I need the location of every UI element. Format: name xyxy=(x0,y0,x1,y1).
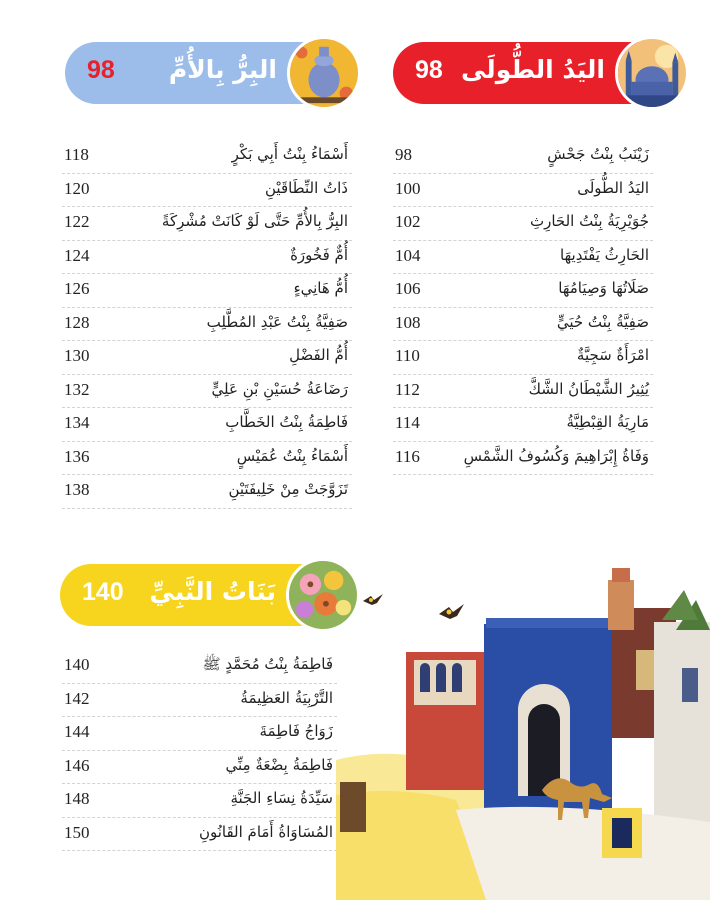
section-page-number: 98 xyxy=(415,56,443,84)
toc-entry[interactable]: وَفَاةُ إِبْرَاهِيمَ وَكُسُوفُ الشَّمْسِ 116 xyxy=(393,442,653,476)
toc-entry[interactable]: أُمُّ الفَضْلِ 130 xyxy=(62,341,352,375)
toc-entry[interactable]: فَاطِمَةُ بِنْتُ مُحَمَّدٍ ﷺ 140 xyxy=(62,650,337,684)
section-banner-banat xyxy=(60,564,356,626)
toc-entry[interactable]: الحَارِثُ يَفْتَدِيهَا 104 xyxy=(393,241,653,275)
toc-list-birr xyxy=(62,140,352,509)
section-page-number: 98 xyxy=(87,56,115,84)
toc-entry[interactable]: زَوَاجُ فَاطِمَةَ 144 xyxy=(62,717,337,751)
toc-entry[interactable]: المُسَاوَاةُ أَمَامَ القَانُونِ 150 xyxy=(62,818,337,852)
toc-entry[interactable]: أُمٌّ فَخُورَةٌ 124 xyxy=(62,241,352,275)
section-banner-birr xyxy=(65,42,357,104)
section-banner-yad xyxy=(393,42,685,104)
mosque-thumbnail-icon xyxy=(615,36,689,110)
toc-entry[interactable]: صَلَاتُهَا وَصِيَامُهَا 106 xyxy=(393,274,653,308)
section-title: اليَدُ الطُّولَى xyxy=(461,55,605,84)
town-illustration xyxy=(336,560,710,900)
toc-entry[interactable]: صَفِيَّةُ بِنْتُ عَبْدِ المُطَّلِبِ 128 xyxy=(62,308,352,342)
toc-entry[interactable]: ذَاتُ النِّطَاقَيْنِ 120 xyxy=(62,174,352,208)
toc-entry[interactable]: امْرَأَةٌ سَجِيَّةٌ 110 xyxy=(393,341,653,375)
toc-list-banat xyxy=(62,650,337,851)
vessel-thumbnail-icon xyxy=(287,36,361,110)
toc-entry[interactable]: فَاطِمَةُ بِضْعَةٌ مِنِّي 146 xyxy=(62,751,337,785)
toc-entry[interactable]: يُثِيرُ الشَّيْطَانُ الشَّكَّ 112 xyxy=(393,375,653,409)
section-title: بَنَاتُ النَّبِيِّ xyxy=(149,577,276,606)
toc-entry[interactable]: أَسْمَاءُ بِنْتُ عُمَيْسٍ 136 xyxy=(62,442,352,476)
toc-entry[interactable]: مَارِيَةُ القِبْطِيَّةُ 114 xyxy=(393,408,653,442)
toc-entry[interactable]: البِرُّ بِالأُمِّ حَتَّى لَوْ كَانَتْ مُشْرِكَةً 122 xyxy=(62,207,352,241)
toc-entry[interactable]: صَفِيَّةُ بِنْتُ حُيَيٍّ 108 xyxy=(393,308,653,342)
toc-entry[interactable]: جُوَيْرِيَةُ بِنْتُ الحَارِثِ 102 xyxy=(393,207,653,241)
toc-entry[interactable]: اليَدُ الطُّولَى 100 xyxy=(393,174,653,208)
toc-entry[interactable]: التَّرْبِيَةُ العَظِيمَةُ 142 xyxy=(62,684,337,718)
section-page-number: 140 xyxy=(82,578,124,606)
toc-entry[interactable]: زَيْنَبُ بِنْتُ جَحْشٍ 98 xyxy=(393,140,653,174)
toc-entry[interactable]: سَيِّدَةُ نِسَاءِ الجَنَّةِ 148 xyxy=(62,784,337,818)
toc-entry[interactable]: رَضَاعَةُ حُسَيْنِ بْنِ عَلِيٍّ 132 xyxy=(62,375,352,409)
toc-entry[interactable]: أَسْمَاءُ بِنْتُ أَبِي بَكْرٍ 118 xyxy=(62,140,352,174)
toc-entry[interactable]: تَزَوَّجَتْ مِنْ خَلِيفَتَيْنِ 138 xyxy=(62,475,352,509)
toc-entry[interactable]: أُمُّ هَانِيءٍ 126 xyxy=(62,274,352,308)
section-title: البِرُّ بِالأُمِّ xyxy=(168,55,277,84)
toc-entry[interactable]: فَاطِمَةُ بِنْتُ الخَطَّابِ 134 xyxy=(62,408,352,442)
toc-list-yad xyxy=(393,140,653,475)
